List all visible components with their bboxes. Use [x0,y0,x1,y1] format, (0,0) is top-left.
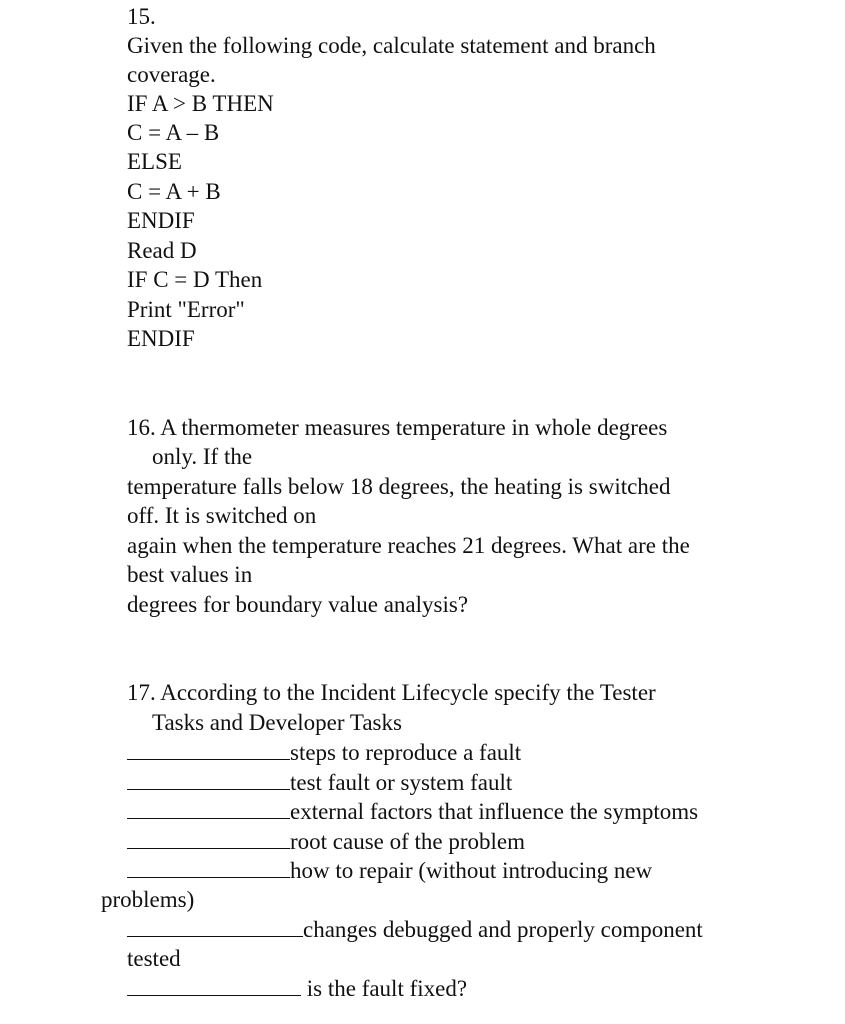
q15-number: 15. [127,4,156,29]
answer-blank[interactable] [127,826,290,849]
q16-line: degrees for boundary value analysis? [127,592,469,617]
q16-line: temperature falls below 18 degrees, the heating is switched [127,474,671,499]
q15-question-line-2: coverage. [127,62,216,87]
q15-code-line: Print "Error" [127,297,245,322]
q16-line: best values in [127,562,253,587]
task-label: root cause of the problem [290,829,526,854]
q15-code-line: ELSE [127,149,182,174]
q15-code-line: IF A > B THEN [127,91,274,116]
q17-task-row [127,796,698,826]
answer-blank[interactable] [127,767,290,790]
task-label: is the fault fixed? [301,976,468,1001]
q17-wrap-text: problems) [101,887,195,912]
task-label: changes debugged and properly component [303,917,703,942]
q17-line-1: 17. According to the Incident Lifecycle specify the Tester [127,680,656,705]
q16-line: only. If the [152,444,253,469]
answer-blank[interactable] [127,796,290,819]
answer-blank[interactable] [127,737,290,760]
task-label: how to repair (without introducing new [290,858,653,883]
answer-blank[interactable] [127,914,303,937]
q15-code-line: Read D [127,238,197,263]
q17-task-row [127,767,512,797]
task-label: external factors that influence the symptoms [290,799,699,824]
q15-code-line: ENDIF [127,208,195,233]
answer-blank[interactable] [127,855,290,878]
q17-line-2: Tasks and Developer Tasks [152,710,402,735]
task-label: steps to reproduce a fault [290,740,522,765]
q16-line: off. It is switched on [127,503,317,528]
q16-line: again when the temperature reaches 21 degrees. What are the [127,533,690,558]
task-label: test fault or system fault [290,770,513,795]
q15-question-line-1: Given the following code, calculate statement and branch [127,33,656,58]
q17-task-row [127,737,521,767]
q15-code-line: IF C = D Then [127,267,263,292]
q15-code-line: ENDIF [127,326,195,351]
q17-task-row [127,914,703,944]
q15-code-line: C = A + B [127,179,221,204]
answer-blank[interactable] [127,973,301,996]
q15-code-line: C = A – B [127,120,220,145]
q17-wrap-text: tested [127,946,181,971]
q16-line: 16. A thermometer measures temperature in whole degrees [127,415,668,440]
q17-task-row [127,826,525,856]
q17-task-row [127,973,467,1003]
q17-task-row [127,855,652,885]
